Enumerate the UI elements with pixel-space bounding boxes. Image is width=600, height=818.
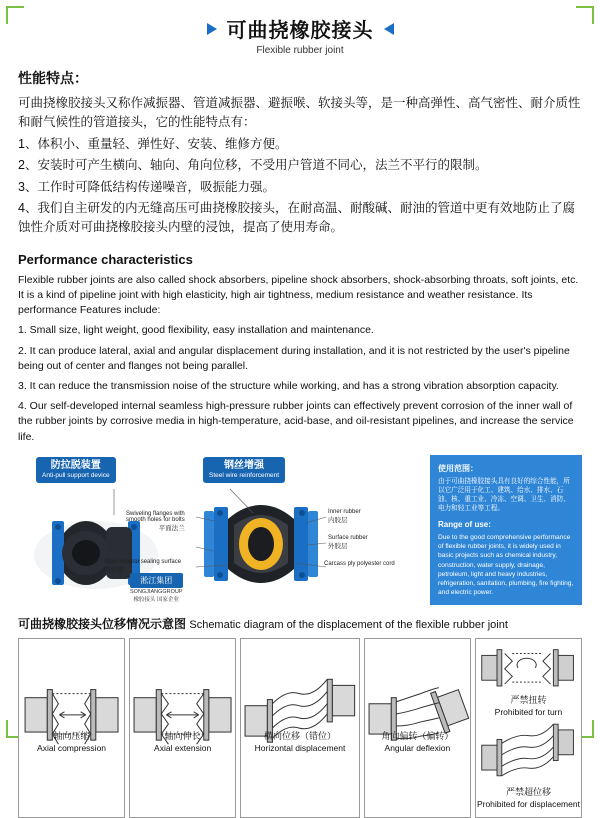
callout-sealing-surface — [104, 559, 181, 574]
cn-paragraph: 2、安装时可产生横向、轴向、角向位移，不受用户管道不同心，法兰不平行的限制。 — [18, 158, 488, 173]
brand-logo — [130, 573, 183, 603]
caption-axial-compression-cn: 轴向压缩 — [53, 730, 90, 741]
schematic-cell-axial-extension — [129, 638, 236, 818]
caption-prohibited-displacement-cn: 严禁超位移 — [505, 786, 551, 797]
horizontal-displacement-diagram — [241, 639, 359, 817]
range-of-use-body-cn: 由于可曲挠橡胶接头具有良好的综合性能，所以它广泛用于化工、建筑、给水、排水、石油、核、重工业、冷冻、空调、卫生、消防、电力和轻工业等工程。 — [438, 477, 570, 513]
callout-surface-rubber-cn: 外胶层 — [328, 542, 348, 550]
en-paragraph: 4. Our self-developed internal seamless high-pressure rubber joints can effectively prevent corrosion of the inner wall of the rubber joints by corrosive media in high-temperature, acid-base, and oil-resistant pipelines, and increase the service life. — [18, 400, 574, 443]
triangle-left-icon — [207, 23, 217, 35]
title-row — [18, 14, 582, 43]
schematic-grid — [18, 638, 582, 818]
brand-logo-en: SONGJIANGGROUP — [130, 588, 183, 595]
callout-flange-cn: 平面法兰 — [158, 524, 185, 532]
callout-swiveling-line1: Swiveling flanges with — [126, 510, 185, 517]
schematic-title-en: Schematic diagram of the displacement of the flexible rubber joint — [189, 618, 508, 631]
section-heading-cn: 性能特点： — [18, 70, 88, 86]
callout-wire-ring-cn: 钢丝圈 — [104, 566, 124, 574]
en-paragraph: 1. Small size, light weight, good flexibility, easy installation and maintenance. — [18, 324, 374, 337]
caption-horizontal-displacement — [241, 731, 359, 754]
product-illustration-band — [18, 455, 582, 605]
caption-prohibited-turn — [476, 695, 581, 718]
callout-inner-rubber-en: Inner rubber — [328, 508, 361, 515]
section-heading-en: Performance characteristics — [18, 251, 193, 267]
schematic-cell-horizontal-displacement — [240, 638, 360, 818]
corner-mark-top-left — [6, 6, 24, 24]
schematic-cell-prohibited — [475, 638, 582, 818]
angular-deflexion-diagram — [365, 639, 470, 817]
tag-steel-wire-reinforcement — [203, 457, 285, 483]
brand-logo-cn: 淞江集团 — [130, 573, 183, 588]
callout-surface-rubber — [328, 535, 368, 550]
cn-paragraph: 1、体积小、重量轻、弹性好、安装、维修方便。 — [18, 136, 288, 151]
schematic-cell-angular-deflexion — [364, 638, 471, 818]
caption-prohibited-turn-cn: 严禁扭转 — [510, 694, 547, 705]
callout-swiveling-flanges — [126, 511, 185, 532]
range-of-use-body-en: Due to the good comprehensive performance of flexible rubber joints, it is widely used in basic projects such as chemical industry, construction, water supply, drainage, petroleum, light and heavy industries, refrigeration, sanitation, plumbing, fire fighting, and electric power. — [438, 534, 574, 596]
schematic-title-cn: 可曲挠橡胶接头位移情况示意图 — [18, 616, 187, 631]
range-of-use-heading-en: Range of use: — [438, 520, 491, 530]
caption-prohibited-displacement-en: Prohibited for displacement — [476, 798, 580, 809]
tag-anti-pull-support — [36, 457, 116, 483]
callout-swiveling-line2: smooth holes for bolts — [126, 516, 185, 523]
caption-horizontal-displacement-cn: 横向位移（错位） — [263, 730, 336, 741]
caption-prohibited-turn-en: Prohibited for turn — [494, 706, 563, 717]
caption-axial-extension-en: Axial extension — [154, 742, 212, 753]
schematic-cell-axial-compression — [18, 638, 125, 818]
tag-steel-wire-cn: 钢丝增强 — [224, 459, 265, 471]
caption-angular-deflexion-cn: 角向偏转（偏转） — [381, 730, 454, 741]
tag-steel-wire-en: Steel wire reinforcement — [209, 471, 280, 479]
callout-carcass-en: Carcass ply polyester cord — [324, 560, 395, 567]
tag-anti-pull-en: Anti-pull support device — [42, 471, 110, 479]
tag-anti-pull-cn: 防拉脱装置 — [50, 459, 101, 471]
range-of-use-heading-cn: 使用范围： — [438, 463, 478, 473]
callout-inner-rubber-cn: 内胶层 — [328, 516, 348, 524]
callout-sealing-en: Steel integral sealing surface — [104, 558, 182, 565]
cutaway-joint — [204, 505, 318, 583]
chinese-body — [18, 94, 582, 238]
caption-axial-compression-en: Axial compression — [37, 742, 107, 753]
en-paragraph: Flexible rubber joints are also called shock absorbers, pipeline shock absorbers, shock-absorbing throats, soft joints, etc. It is a kind of pipeline joint with high elasticity, high air tightness, medium resistance and weather resistance. Its performance Features include: — [18, 273, 579, 317]
product-photo — [18, 455, 422, 605]
caption-angular-deflexion-en: Angular deflexion — [384, 742, 451, 753]
caption-axial-extension-cn: 轴向伸长 — [164, 730, 201, 741]
cn-paragraph: 可曲挠橡胶接头又称作减振器、管道减振器、避振喉、软接头等，是一种高弹性、高气密性、耐介质性和耐气候性的管道接头，它的性能特点有： — [18, 96, 581, 130]
schematic-title — [18, 615, 582, 632]
caption-angular-deflexion — [365, 731, 470, 754]
page-title-cn: 可曲挠橡胶接头 — [226, 20, 374, 42]
page-title-en: Flexible rubber joint — [256, 45, 344, 56]
callout-inner-rubber — [328, 509, 361, 524]
page-header — [18, 0, 582, 56]
axial-compression-diagram — [19, 639, 124, 817]
triangle-right-icon — [384, 23, 394, 35]
caption-prohibited-displacement — [476, 787, 581, 810]
caption-axial-compression — [19, 731, 124, 754]
en-paragraph: 3. It can reduce the transmission noise of the structure while working, and has a strong vibration absorption capacity. — [18, 379, 559, 392]
axial-extension-diagram — [130, 639, 235, 817]
corner-mark-top-right — [576, 6, 594, 24]
caption-axial-extension — [130, 731, 235, 754]
cn-paragraph: 3、工作时可降低结构传递噪音，吸振能力强。 — [18, 179, 275, 194]
en-paragraph: 2. It can produce lateral, axial and angular displacement during installation, and it is not restricted by the user's pipeline being out of center and flanges not being parallel. — [18, 344, 570, 372]
brand-logo-sub: 橡胶接头 国家企业 — [133, 596, 180, 603]
range-of-use-box — [430, 455, 582, 605]
callout-carcass-ply — [324, 561, 395, 567]
callout-surface-rubber-en: Surface rubber — [328, 534, 368, 541]
caption-horizontal-displacement-en: Horizontal displacement — [254, 742, 346, 753]
english-body — [18, 273, 582, 445]
cn-paragraph: 4、我们自主研发的内无缝高压可曲挠橡胶接头，在耐高温、耐酸碱、耐油的管道中更有效地防止了腐蚀性介质对可曲挠橡胶接头内壁的浸蚀，提高了使用寿命。 — [18, 200, 575, 235]
